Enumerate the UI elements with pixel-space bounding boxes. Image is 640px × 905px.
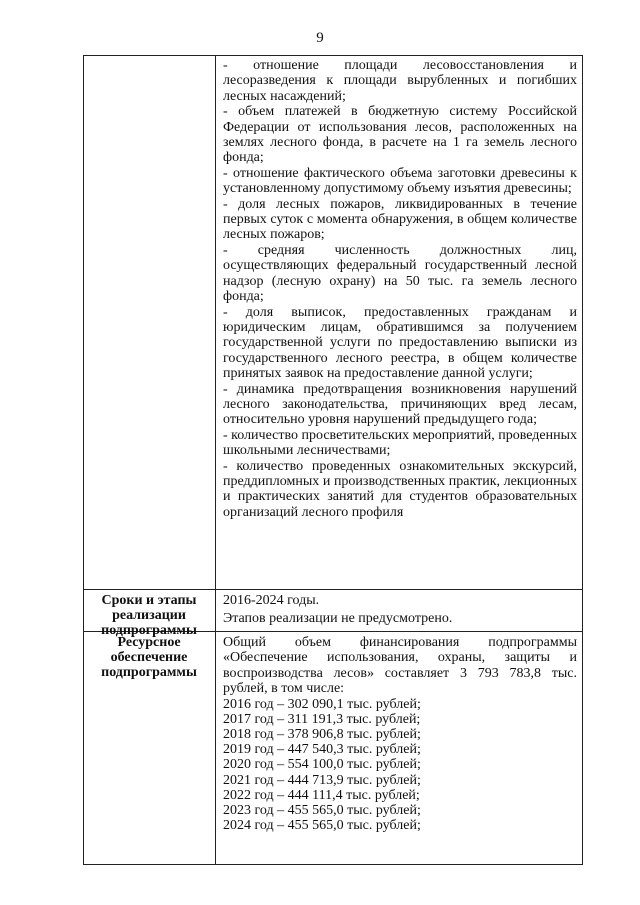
row-divider-terms: [83, 589, 583, 590]
indicator-item: - количество просветительских мероприятий, проведенных школьными лесничествами;: [223, 427, 577, 459]
indicator-item: - количество проведенных ознакомительных экскурсий, преддипломных и производственных практик, лекционных и практических занятий для студентов образовательных организаций лесного профиля: [223, 458, 577, 520]
funding-year-item: 2022 год – 444 111,4 тыс. рублей;: [223, 787, 420, 803]
table-border-right: [582, 56, 583, 864]
terms-cell: [223, 593, 577, 629]
indicator-item: - средняя численность должностных лиц, осуществляющих федеральный государственный лесной надзор (лесную охрану) на 50 тыс. га земель лесного фонда;: [223, 242, 577, 305]
funding-year-item: 2016 год – 302 090,1 тыс. рублей;: [223, 696, 421, 712]
funding-year-item: 2017 год – 311 191,3 тыс. рублей;: [223, 711, 421, 727]
indicator-item: - динамика предотвращения возникновения нарушений лесного законодательства, причиняющих вред лесам, относительно уровня нарушений предыдущего года;: [223, 381, 577, 428]
terms-label: Сроки и этапы реализации подпрограммы: [101, 593, 197, 638]
funding-cell: [223, 635, 577, 833]
terms-stages: Этапов реализации не предусмотрено.: [223, 611, 453, 626]
funding-year-item: 2019 год – 447 540,3 тыс. рублей;: [223, 742, 421, 758]
page-number: 9: [316, 30, 324, 46]
terms-period: 2016-2024 годы.: [223, 593, 320, 608]
indicator-item: - доля выписок, предоставленных гражданам и юридическим лицам, обратившимся за получением государственной услуги по предоставлению выписки из государственного лесного реестра, в общем количестве принятых заявок на предоставление данной услуги;: [223, 304, 577, 382]
funding-year-item: 2023 год – 455 565,0 тыс. рублей;: [223, 803, 421, 819]
funding-years-list: [223, 697, 577, 834]
funding-year-item: 2021 год – 444 713,9 тыс. рублей;: [223, 772, 421, 788]
indicator-item: - объем платежей в бюджетную систему Российской Федерации от использования лесов, расположенных на землях лесного фонда, в расчете на 1 га земель лесного фонда;: [223, 104, 577, 166]
indicator-item: - отношение фактического объема заготовки древесины к установленному допустимому объему изъятия древесины;: [223, 165, 577, 197]
indicators-cell: [223, 58, 577, 520]
funding-label: Ресурсное обеспечение подпрограммы: [101, 635, 197, 680]
funding-intro: Общий объем финансирования подпрограммы «Обеспечение использования, охраны, защиты и воспроизводства лесов» составляет 3 793 783,8 тыс. рублей, в том числе:: [223, 635, 577, 697]
indicator-item: - отношение площади лесовосстановления и лесоразведения к площади вырубленных и погибших лесных насаждений;: [223, 58, 577, 104]
funding-year-item: 2020 год – 554 100,0 тыс. рублей;: [223, 757, 421, 773]
indicator-item: - доля лесных пожаров, ликвидированных в течение первых суток с момента обнаружения, в общем количестве лесных пожаров;: [223, 196, 577, 243]
table-border-left: [83, 56, 84, 864]
funding-year-item: 2018 год – 378 906,8 тыс. рублей;: [223, 727, 421, 743]
funding-year-item: 2024 год – 455 565,0 тыс. рублей;: [223, 818, 421, 834]
subprogram-passport-table: [83, 55, 583, 865]
table-column-divider: [215, 56, 216, 864]
